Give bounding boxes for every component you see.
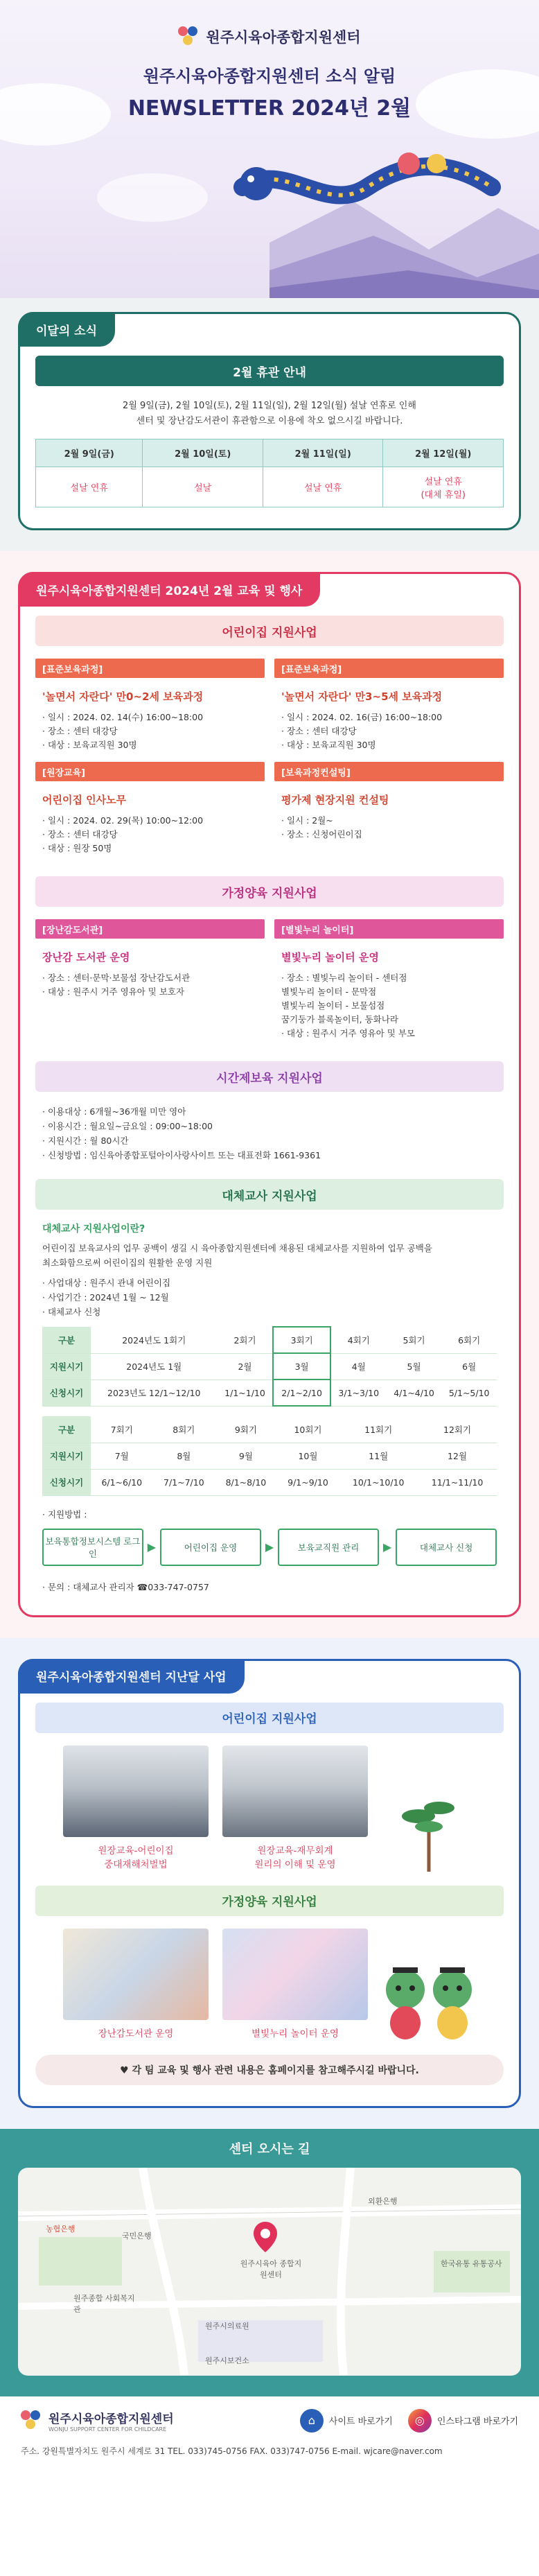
holiday-desc	[35, 399, 504, 429]
card-line: · 장소 : 신청어린이집	[281, 829, 362, 839]
daycare-cards	[35, 659, 504, 855]
past-tab: 원주시육아종합지원센터 지난달 사업	[18, 1659, 245, 1694]
schedule-table-2	[42, 1416, 497, 1496]
sched-cell: 3/1~3/10	[330, 1380, 387, 1406]
program-card	[35, 919, 265, 1041]
sched-cell: 8/1~8/10	[215, 1469, 277, 1495]
map-wrapper	[0, 2129, 539, 2396]
map-label: 원주시의료원	[205, 2321, 249, 2331]
card-tag: [표준보육과정]	[274, 659, 504, 678]
site-link-label: 사이트 바로가기	[328, 2417, 393, 2427]
holiday-date: 2월 12일(월)	[383, 440, 504, 467]
timecare-line: · 이용시간 : 월요일~금요일 : 09:00~18:00	[42, 1121, 213, 1131]
card-title: 장난감 도서관 운영	[42, 951, 130, 964]
substitute-contact: · 문의 : 대체교사 관리자 ☎033-747-0757	[42, 1581, 209, 1592]
arrow-right-icon: ▶	[265, 1540, 274, 1554]
sched-head: 9회기	[215, 1416, 277, 1443]
card-line: 별빛누리 놀이터 - 보물섬점	[281, 1000, 385, 1011]
playground-photo	[222, 1929, 368, 2020]
card-line: · 대상 : 보육교직원 30명	[281, 740, 376, 750]
location-map[interactable]	[18, 2168, 521, 2376]
sched-cell: 12월	[418, 1443, 497, 1469]
sched-label: 신청시기	[42, 1380, 91, 1406]
map-label: 원주종합 사회복지관	[73, 2293, 135, 2314]
sched-cell: 2023년도 12/1~12/10	[91, 1380, 218, 1406]
card-tag: [장난감도서관]	[35, 919, 265, 939]
timecare-line: · 지원시간 : 월 80시간	[42, 1135, 129, 1146]
card-line: · 장소 : 센터 대강당	[42, 829, 118, 839]
footer-links	[300, 2409, 518, 2433]
center-logo-icon	[21, 2410, 42, 2431]
card-title: 어린이집 인사노무	[42, 794, 127, 806]
photo-caption: 별빛누리 놀이터 운영	[251, 2028, 339, 2039]
map-label: 농협은행	[46, 2224, 76, 2234]
sched-cell: 4/1~4/10	[387, 1380, 442, 1406]
photo-caption-line1: 원장교육-어린이집	[98, 1845, 174, 1856]
sched-cell: 1/1~1/10	[218, 1380, 274, 1406]
card-line: · 장소 : 센터·문막·보물섬 장난감도서관	[42, 973, 191, 983]
holiday-note: 설날 연휴	[36, 467, 143, 507]
dragon-mascots	[382, 1929, 476, 2041]
holiday-date: 2월 11일(일)	[263, 440, 383, 467]
card-tag: [원장교육]	[35, 762, 265, 781]
program-card	[35, 762, 265, 855]
card-line: · 일시 : 2024. 02. 14(수) 16:00~18:00	[42, 712, 204, 722]
sched-head: 8회기	[153, 1416, 215, 1443]
hero-title: 원주시육아종합지원센터 소식 알림	[143, 67, 396, 86]
photo-item	[222, 1746, 368, 1872]
sched-head: 6회기	[441, 1327, 497, 1353]
card-title: '놀면서 자란다' 만0~2세 보육과정	[42, 690, 204, 703]
timecare-list	[35, 1104, 504, 1163]
daycare-support-title: 어린이집 지원사업	[35, 616, 504, 646]
arrow-right-icon: ▶	[382, 1540, 392, 1554]
map-label: 외환은행	[368, 2196, 398, 2206]
card-line: 꿈기둥가 블록놀이터, 동화나라	[281, 1014, 398, 1025]
seminar-photo	[63, 1746, 209, 1837]
photo-item	[63, 1746, 209, 1872]
sched-head: 4회기	[330, 1327, 387, 1353]
toy-library-photo	[63, 1929, 209, 2020]
substitute-desc-2: 최소화함으로써 어린이집의 원활한 운영 지원	[42, 1257, 213, 1268]
sched-head: 5회기	[387, 1327, 442, 1353]
card-line: · 대상 : 원주시 거주 영유아 및 보호자	[42, 986, 185, 997]
holiday-date: 2월 10일(토)	[143, 440, 263, 467]
sched-cell: 2/1~2/10	[273, 1380, 330, 1406]
program-card	[35, 659, 265, 752]
holiday-desc-line2: 센터 및 장난감도서관이 휴관함으로 이용에 착오 없으시길 바랍니다.	[136, 416, 403, 426]
card-line: · 대상 : 원주시 거주 영유아 및 부모	[281, 1028, 415, 1038]
family-support-title: 가정양육 지원사업	[35, 876, 504, 907]
sched-head: 2024년도 1회기	[91, 1327, 218, 1353]
sched-cell: 2월	[218, 1353, 274, 1380]
instagram-link-label: 인스타그램 바로가기	[436, 2417, 518, 2427]
sched-head: 11회기	[339, 1416, 418, 1443]
sched-label: 지원시기	[42, 1443, 91, 1469]
card-title: '놀면서 자란다' 만3~5세 보육과정	[281, 690, 443, 703]
footer-org-name: 원주시육아종합지원센터	[48, 2412, 174, 2426]
arrow-right-icon: ▶	[147, 1540, 157, 1554]
card-line: 별빛누리 놀이터 - 문막점	[281, 986, 377, 997]
past-daycare-photos	[35, 1746, 504, 1886]
sched-head: 구분	[42, 1416, 91, 1443]
holiday-table	[35, 439, 504, 507]
substitute-question: 대체교사 지원사업이란?	[42, 1224, 145, 1235]
education-wrapper	[0, 551, 539, 1638]
seminar-photo	[222, 1746, 368, 1837]
sched-label: 지원시기	[42, 1353, 91, 1380]
sched-cell: 6/1~6/10	[91, 1469, 153, 1495]
card-line: · 장소 : 별빛누리 놀이터 - 센터점	[281, 973, 407, 983]
card-line: · 장소 : 센터 대강당	[42, 726, 118, 736]
substitute-title: 대체교사 지원사업	[35, 1179, 504, 1210]
education-section	[18, 572, 521, 1617]
card-line: · 일시 : 2월~	[281, 815, 333, 826]
center-logo-icon	[178, 26, 199, 47]
sched-cell: 2024년도 1월	[91, 1353, 218, 1380]
footer-logo	[21, 2409, 174, 2433]
photo-caption-line2: 중대재해처벌법	[104, 1859, 168, 1870]
card-tag: [별빛누리 놀이터]	[274, 919, 504, 939]
photo-item	[222, 1929, 368, 2041]
footer-org-en: WONJU SUPPORT CENTER FOR CHILDCARE	[48, 2426, 167, 2433]
card-line: · 대상 : 보육교직원 30명	[42, 740, 137, 750]
flow-step: 보육통합정보시스템 로그인	[42, 1529, 143, 1566]
instagram-link[interactable]	[408, 2409, 518, 2433]
card-line: · 일시 : 2024. 02. 29(목) 10:00~12:00	[42, 815, 204, 826]
pine-illustration	[382, 1746, 476, 1872]
sched-cell: 10월	[277, 1443, 339, 1469]
past-family-title: 가정양육 지원사업	[35, 1886, 504, 1916]
card-line: · 대상 : 원장 50명	[42, 843, 112, 853]
home-icon: ⌂	[300, 2409, 324, 2433]
hero-org-name: 원주시육아종합지원센터	[206, 29, 361, 46]
sched-head: 2회기	[218, 1327, 274, 1353]
substitute-line: · 대체교사 신청	[42, 1307, 101, 1317]
schedule-table-1	[42, 1326, 497, 1407]
photo-caption	[63, 1844, 209, 1872]
photo-caption-line2: 원리의 이해 및 운영	[254, 1859, 336, 1870]
sched-cell: 7/1~7/10	[153, 1469, 215, 1495]
holiday-note-line2: (대체 휴일)	[421, 489, 466, 501]
holiday-note	[383, 467, 504, 507]
card-tag: [보육과정컨설팅]	[274, 762, 504, 781]
instagram-icon: ◎	[408, 2409, 432, 2433]
substitute-desc-1: 어린이집 보육교사의 업무 공백이 생길 시 육아종합지원센터에 채용된 대체교사를 지원하여 업무 공백을	[42, 1243, 432, 1253]
map-title: 센터 오시는 길	[229, 2141, 310, 2157]
method-label: · 지원방법 :	[42, 1508, 87, 1520]
hero-logo	[0, 0, 539, 47]
sched-cell: 5/1~5/10	[441, 1380, 497, 1406]
map-label: 국민은행	[122, 2231, 152, 2240]
footer-address: 주소. 강원특별자치도 원주시 세계로 31 TEL. 033)745-0756 FAX. 033)747-0756 E-mail. wjcare@naver.com	[21, 2446, 443, 2456]
card-tag: [표준보육과정]	[35, 659, 265, 678]
past-daycare-title: 어린이집 지원사업	[35, 1703, 504, 1733]
timecare-title: 시간제보육 지원사업	[35, 1061, 504, 1092]
method-flow	[42, 1529, 497, 1566]
monthly-wrapper	[0, 298, 539, 551]
family-cards	[35, 919, 504, 1041]
site-link[interactable]	[300, 2409, 393, 2433]
sched-label: 신청시기	[42, 1469, 91, 1495]
timecare-line: · 이용대상 : 6개월~36개월 미만 영아	[42, 1106, 186, 1117]
sched-head: 구분	[42, 1327, 91, 1353]
substitute-line: · 사업대상 : 원주시 관내 어린이집	[42, 1278, 171, 1288]
program-card	[274, 659, 504, 752]
photo-caption	[222, 1844, 368, 1872]
sched-cell: 6월	[441, 1353, 497, 1380]
footer-bar	[0, 2396, 539, 2445]
map-label: 한국유통 유통공사	[441, 2259, 502, 2268]
monthly-tab: 이달의 소식	[18, 312, 115, 347]
card-title: 별빛누리 놀이터 운영	[281, 951, 379, 964]
substitute-line: · 사업기간 : 2024년 1월 ~ 12월	[42, 1292, 169, 1303]
sched-cell: 7월	[91, 1443, 153, 1469]
sched-head: 12회기	[418, 1416, 497, 1443]
holiday-date: 2월 9일(금)	[36, 440, 143, 467]
flow-step: 대체교사 신청	[396, 1529, 497, 1566]
holiday-title: 2월 휴관 안내	[35, 356, 504, 386]
sched-cell: 11월	[339, 1443, 418, 1469]
map-label-center: 원주시육아 종합지원센터	[240, 2259, 302, 2279]
holiday-desc-line1: 2월 9일(금), 2월 10일(토), 2월 11일(일), 2월 12일(월) 설날 연휴로 인해	[123, 401, 416, 411]
hero-newsletter: NEWSLETTER 2024년 2월	[127, 96, 412, 121]
past-family-photos	[35, 1929, 504, 2041]
holiday-note: 설날	[143, 467, 263, 507]
sched-cell: 9월	[215, 1443, 277, 1469]
card-line: · 장소 : 센터 대강당	[281, 726, 357, 736]
card-line: · 일시 : 2024. 02. 16(금) 16:00~18:00	[281, 712, 443, 722]
sched-cell: 9/1~9/10	[277, 1469, 339, 1495]
past-wrapper	[0, 1638, 539, 2129]
photo-caption: 장난감도서관 운영	[98, 2028, 174, 2039]
hero-header	[0, 0, 539, 298]
map-label: 원주시보건소	[205, 2356, 249, 2365]
timecare-line: · 신청방법 : 임신육아종합포털아이사랑사이트 또는 대표전화 1661-9361	[42, 1150, 321, 1160]
sched-cell: 3월	[273, 1353, 330, 1380]
sched-cell: 4월	[330, 1353, 387, 1380]
homepage-notice: ♥ 각 팀 교육 및 행사 관련 내용은 홈페이지를 참고해주시길 바랍니다.	[35, 2055, 504, 2085]
location-pin-icon	[254, 2222, 277, 2252]
flow-step: 보육교직원 관리	[278, 1529, 379, 1566]
flow-step: 어린이집 운영	[160, 1529, 261, 1566]
sched-head: 10회기	[277, 1416, 339, 1443]
past-section	[18, 1659, 521, 2108]
sched-head: 3회기	[273, 1327, 330, 1353]
sched-head: 7회기	[91, 1416, 153, 1443]
photo-item	[63, 1929, 209, 2041]
sched-cell: 11/1~11/10	[418, 1469, 497, 1495]
holiday-note: 설날 연휴	[263, 467, 383, 507]
program-card	[274, 919, 504, 1041]
footer-org	[48, 2409, 174, 2433]
sched-cell: 10/1~10/10	[339, 1469, 418, 1495]
monthly-section	[18, 312, 521, 530]
program-card	[274, 762, 504, 855]
sched-cell: 8월	[153, 1443, 215, 1469]
sched-cell: 5월	[387, 1353, 442, 1380]
holiday-note-line1: 설날 연휴	[424, 476, 462, 487]
photo-caption-line1: 원장교육-재무회계	[257, 1845, 333, 1856]
dragon-illustration	[229, 146, 506, 229]
education-tab: 원주시육아종합지원센터 2024년 2월 교육 및 행사	[18, 572, 320, 607]
card-title: 평가제 현장지원 컨설팅	[281, 794, 389, 806]
